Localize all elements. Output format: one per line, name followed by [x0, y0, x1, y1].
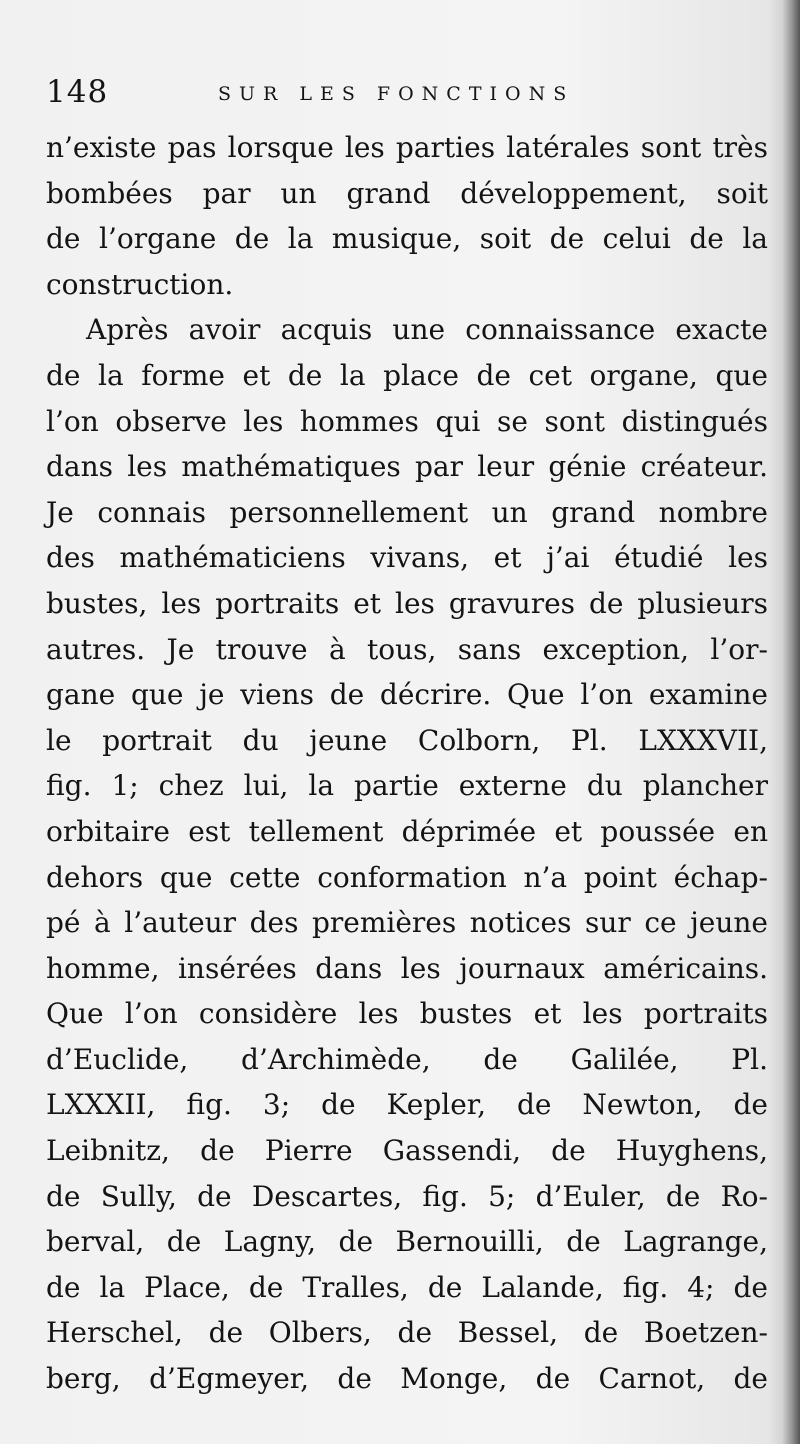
text-line: de Sully, de Descartes, fig. 5; d’Euler, de Ro-	[46, 1179, 768, 1213]
text-line: l’on observe les hommes qui se sont distingués	[46, 404, 768, 438]
paragraph-start-line: Après avoir acquis une connaissance exacte	[86, 313, 768, 347]
page-edge-shadow	[782, 0, 800, 1444]
text-line: Leibnitz, de Pierre Gassendi, de Huyghens,	[46, 1134, 768, 1168]
text-line: bustes, les portraits et les gravures de plusieurs	[46, 586, 768, 620]
text-line: de la forme et de la place de cet organe, que	[46, 358, 768, 392]
text-line: Je connais personnellement un grand nombre	[46, 495, 768, 529]
text-line: Herschel, de Olbers, de Bessel, de Boetzen-	[46, 1316, 768, 1350]
text-line: gane que je viens de décrire. Que l’on examine	[46, 678, 768, 712]
text-line: autres. Je trouve à tous, sans exception, l’or-	[46, 632, 768, 666]
text-line: d’Euclide, d’Archimède, de Galilée, Pl.	[46, 1042, 768, 1076]
text-line: LXXXII, fig. 3; de Kepler, de Newton, de	[46, 1088, 768, 1122]
running-head: SUR LES FONCTIONS	[218, 83, 575, 105]
text-line: dans les mathématiques par leur génie créateur.	[46, 450, 768, 484]
text-line: construction.	[46, 267, 234, 301]
text-line: berval, de Lagny, de Bernouilli, de Lagrange,	[46, 1225, 768, 1259]
text-line: orbitaire est tellement déprimée et poussée en	[46, 814, 768, 848]
text-line: de l’organe de la musique, soit de celui de la	[46, 222, 768, 256]
text-line: Que l’on considère les bustes et les portraits	[46, 997, 768, 1031]
text-line: n’existe pas lorsque les parties latérales sont très	[46, 131, 768, 164]
text-line: de la Place, de Tralles, de Lalande, fig. 4; de	[46, 1270, 768, 1304]
text-line: homme, insérées dans les journaux américains.	[46, 951, 768, 985]
text-line: pé à l’auteur des premières notices sur ce jeune	[46, 906, 768, 940]
text-line: dehors que cette conformation n’a point échap-	[46, 860, 768, 894]
text-line: le portrait du jeune Colborn, Pl. LXXXVII,	[46, 723, 768, 757]
page-number: 148	[46, 74, 109, 110]
page-header	[46, 72, 766, 118]
text-line: fig. 1; chez lui, la partie externe du plancher	[46, 769, 768, 803]
text-line: bombées par un grand développement, soit	[46, 176, 768, 210]
body-text	[46, 125, 768, 1402]
text-line: des mathématiciens vivans, et j’ai étudié les	[46, 541, 768, 575]
text-line: berg, d’Egmeyer, de Monge, de Carnot, de	[46, 1362, 768, 1396]
